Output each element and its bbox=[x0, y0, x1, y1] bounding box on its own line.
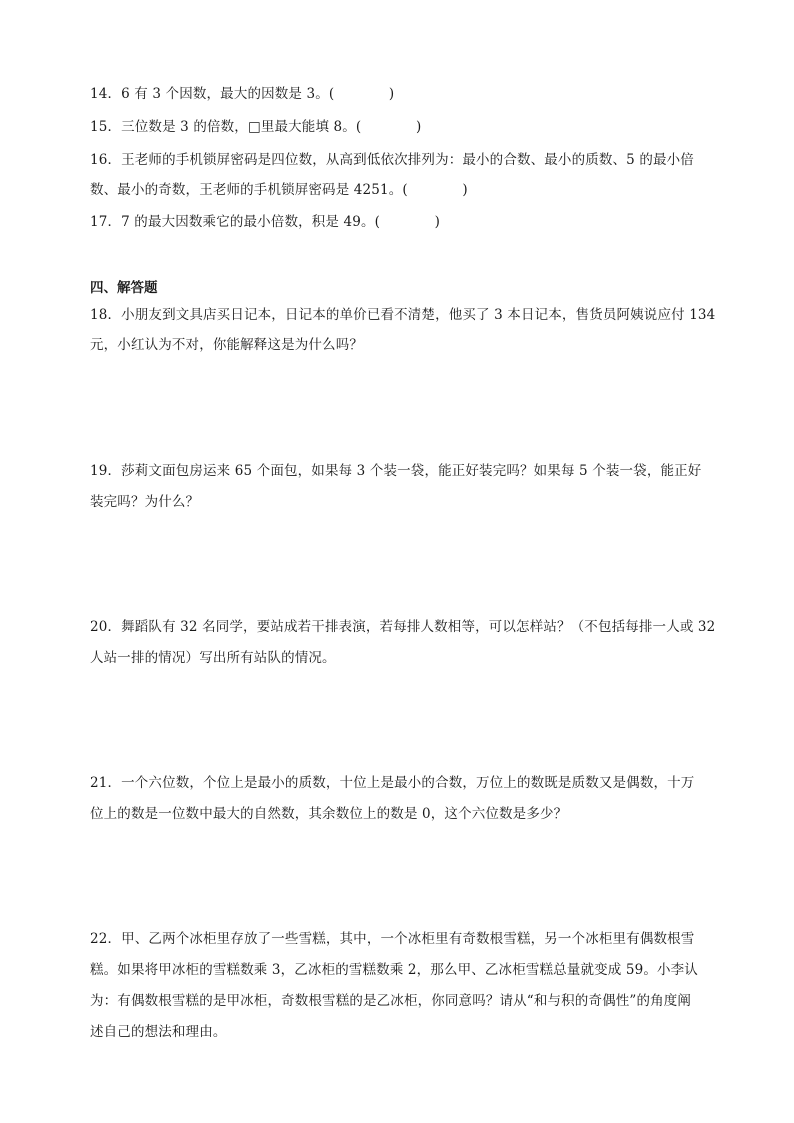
question-19-line-1: 19．莎莉文面包房运来 65 个面包，如果每 3 个装一袋，能正好装完吗？如果每 5 个装一袋，能正好 bbox=[90, 463, 702, 479]
question-18-line-1: 18．小朋友到文具店买日记本，日记本的单价已看不清楚，他买了 3 本日记本，售货员阿姨说应付 134 bbox=[90, 307, 716, 323]
question-22-line-1: 22．甲、乙两个冰柜里存放了一些雪糕，其中，一个冰柜里有奇数根雪糕，另一个冰柜里有偶数根雪 bbox=[90, 931, 695, 947]
question-16-line-1: 16．王老师的手机锁屏密码是四位数，从高到低依次排列为：最小的合数、最小的质数、5 的最小倍 bbox=[90, 152, 694, 168]
question-20-line-2: 人站一排的情况）写出所有站队的情况。 bbox=[90, 650, 336, 666]
question-16-line-2: 数、最小的奇数，王老师的手机锁屏密码是 4251。( ) bbox=[90, 182, 468, 198]
question-17: 17．7 的最大因数乘它的最小倍数，积是 49。( ) bbox=[90, 214, 441, 230]
question-21-line-1: 21．一个六位数，个位上是最小的质数，十位上是最小的合数，万位上的数既是质数又是偶数，十万 bbox=[90, 775, 695, 791]
question-18-line-2: 元，小红认为不对，你能解释这是为什么吗？ bbox=[90, 337, 363, 353]
question-15: 15．三位数是 3 的倍数，□里最大能填 8。( ) bbox=[90, 119, 422, 135]
section-title-answer-questions: 四、解答题 bbox=[90, 280, 158, 296]
question-22-line-4: 述自己的想法和理由。 bbox=[90, 1024, 227, 1040]
question-22-line-2: 糕。如果将甲冰柜的雪糕数乘 3，乙冰柜的雪糕数乘 2，那么甲、乙冰柜雪糕总量就变成 59。小李认 bbox=[90, 962, 698, 978]
question-20-line-1: 20．舞蹈队有 32 名同学，要站成若干排表演，若每排人数相等，可以怎样站？（不包括每排一人或 32 bbox=[90, 619, 716, 635]
question-22-line-3: 为：有偶数根雪糕的是甲冰柜，奇数根雪糕的是乙冰柜，你同意吗？请从“和与积的奇偶性”的角度阐 bbox=[90, 993, 692, 1009]
question-21-line-2: 位上的数是一位数中最大的自然数，其余数位上的数是 0，这个六位数是多少？ bbox=[90, 806, 568, 822]
question-14: 14．6 有 3 个因数，最大的因数是 3。( ) bbox=[90, 86, 395, 102]
question-19-line-2: 装完吗？为什么？ bbox=[90, 494, 200, 510]
